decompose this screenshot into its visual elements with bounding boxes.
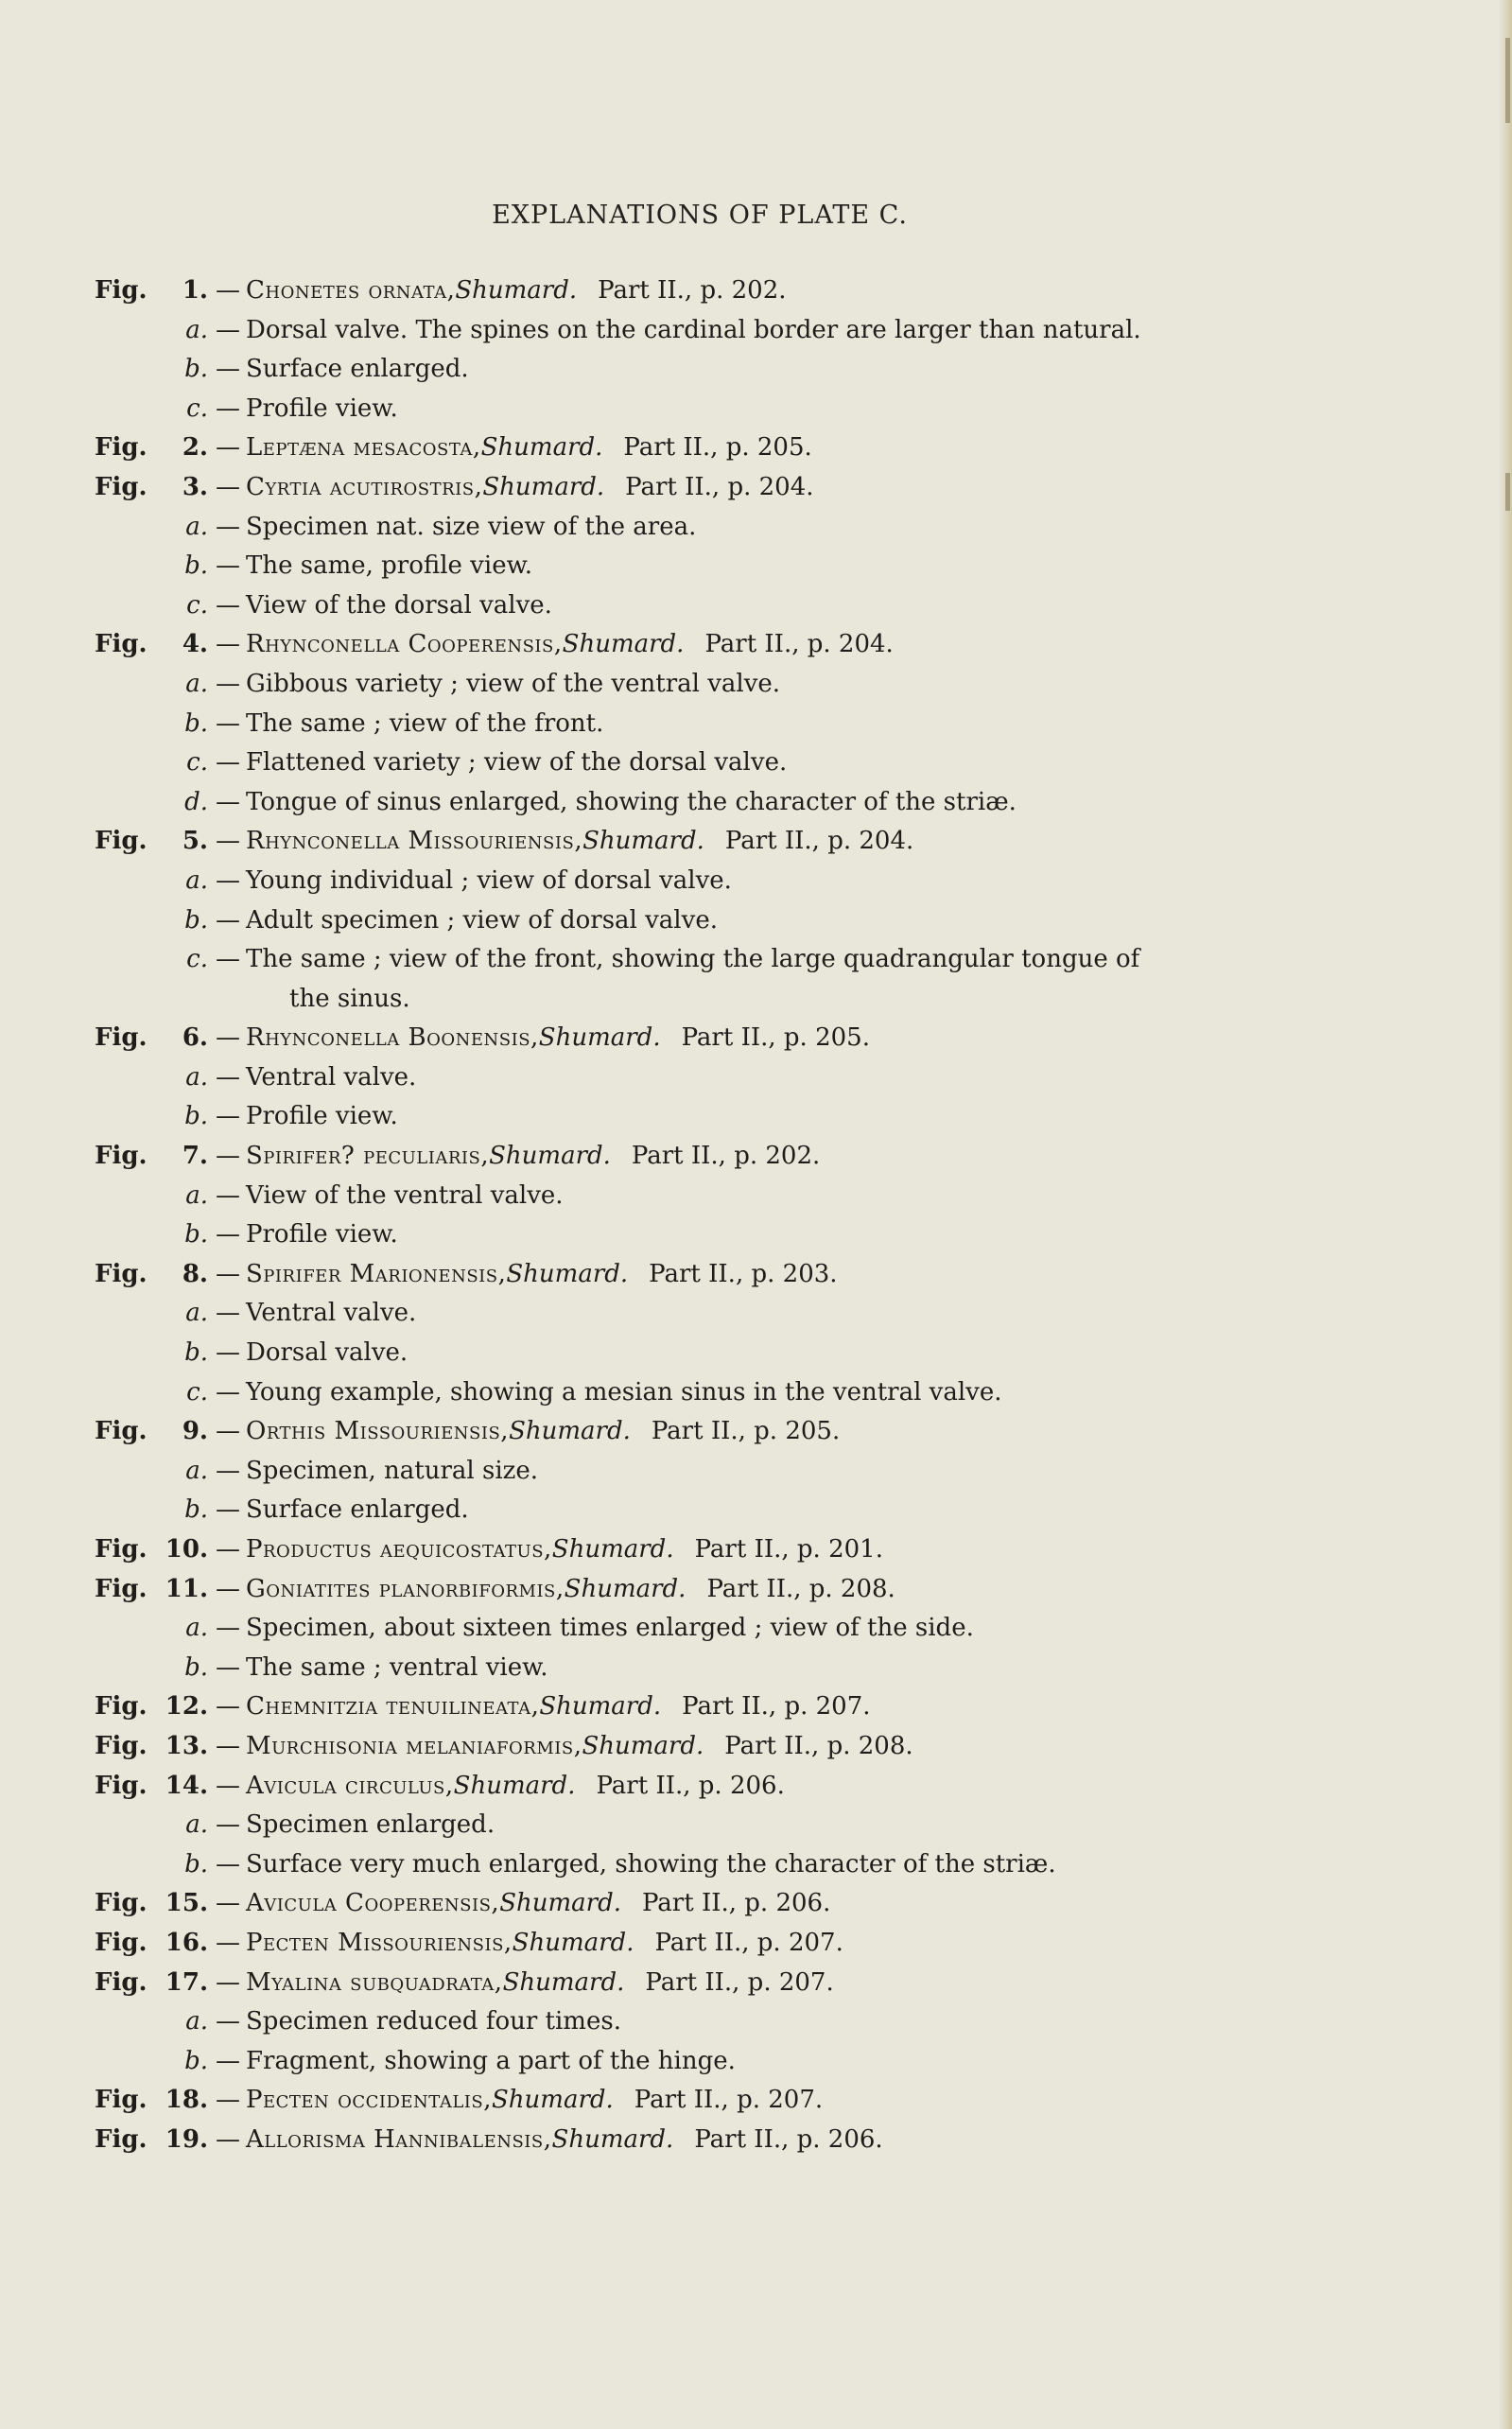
- figure-label: Fig.: [95, 630, 148, 659]
- figure-entry: [95, 1884, 1314, 1924]
- figure-entry: [95, 625, 1314, 665]
- entry-dash: —: [216, 2086, 240, 2115]
- entry-continuation: the sinus.: [289, 984, 410, 1013]
- subfigure-entry: [95, 1058, 1314, 1098]
- page-edge: [1499, 0, 1512, 2429]
- subfigure-description: The same, profile view.: [246, 551, 533, 581]
- subfigure-entry: [95, 390, 1314, 429]
- subfigure-letter: c.: [186, 748, 208, 778]
- entry-dash: —: [216, 1023, 240, 1053]
- entry-dash: —: [216, 1771, 240, 1800]
- page-reference: Part II., p. 205.: [623, 433, 812, 463]
- subfigure-letter: a.: [185, 1062, 208, 1092]
- subfigure-letter: a.: [185, 1299, 208, 1328]
- subfigure-letter: a.: [185, 512, 208, 541]
- page-reference: Part II., p. 208.: [706, 1574, 895, 1603]
- subfigure-description: Young individual ; view of dorsal valve.: [246, 865, 732, 895]
- species-author: Shumard.: [489, 1142, 611, 1171]
- subfigure-letter: b.: [184, 1338, 208, 1368]
- figure-number: 19.: [165, 2124, 208, 2154]
- species-name: Pecten occidentalis,: [246, 2086, 492, 2115]
- species-author: Shumard.: [562, 630, 685, 659]
- figure-label: Fig.: [95, 1731, 148, 1760]
- species-author: Shumard.: [564, 1574, 686, 1603]
- subfigure-letter: c.: [186, 590, 208, 620]
- subfigure-description: The same ; view of the front, showing the large quadrangular tongue of: [246, 945, 1140, 974]
- species-name: Leptæna mesacosta,: [246, 433, 481, 463]
- figure-entry: [95, 1727, 1314, 1767]
- entry-dash: —: [216, 1967, 240, 1997]
- page-reference: Part II., p. 207.: [645, 1967, 834, 1997]
- subfigure-letter: a.: [185, 1456, 208, 1485]
- figure-label: Fig.: [95, 433, 148, 463]
- subfigure-letter: a.: [185, 865, 208, 895]
- entry-dash: —: [216, 1456, 240, 1485]
- figure-entry: [95, 1570, 1314, 1610]
- species-author: Shumard.: [502, 1967, 625, 1997]
- subfigure-entry: [95, 1609, 1314, 1649]
- subfigure-entry: [95, 705, 1314, 744]
- subfigure-entry: [95, 862, 1314, 901]
- entry-dash: —: [216, 1338, 240, 1368]
- entry-dash: —: [216, 1652, 240, 1682]
- subfigure-description: Profile view.: [246, 393, 398, 423]
- subfigure-description: Surface enlarged.: [246, 1495, 469, 1525]
- subfigure-description: Dorsal valve. The spines on the cardinal border are larger than natural.: [246, 315, 1141, 344]
- subfigure-entry: [95, 2002, 1314, 2042]
- figure-number: 10.: [165, 1535, 208, 1564]
- figure-number: 15.: [165, 1889, 208, 1918]
- subfigure-description: Ventral valve.: [246, 1062, 417, 1092]
- entry-dash: —: [216, 1535, 240, 1564]
- figure-entry: [95, 1019, 1314, 1058]
- figure-number: 3.: [182, 472, 208, 501]
- figure-explanation-list: [95, 271, 1314, 2160]
- figure-entry: [95, 2081, 1314, 2121]
- entry-dash: —: [216, 865, 240, 895]
- entry-dash: —: [216, 1849, 240, 1879]
- species-author: Shumard.: [506, 1259, 629, 1288]
- figure-number: 17.: [165, 1967, 208, 1997]
- entry-dash: —: [216, 1220, 240, 1249]
- entry-dash: —: [216, 433, 240, 463]
- page-reference: Part II., p. 207.: [654, 1928, 843, 1957]
- figure-label: Fig.: [95, 1889, 148, 1918]
- figure-entry: [95, 1530, 1314, 1570]
- entry-dash: —: [216, 1928, 240, 1957]
- entry-dash: —: [216, 1731, 240, 1760]
- figure-number: 18.: [165, 2086, 208, 2115]
- subfigure-entry: [95, 1649, 1314, 1688]
- subfigure-description: The same ; view of the front.: [246, 708, 604, 738]
- subfigure-description: Surface very much enlarged, showing the character of the striæ.: [246, 1849, 1056, 1879]
- figure-label: Fig.: [95, 276, 148, 305]
- page-reference: Part II., p. 204.: [724, 827, 914, 856]
- figure-label: Fig.: [95, 2086, 148, 2115]
- figure-number: 4.: [182, 630, 208, 659]
- subfigure-letter: b.: [184, 2046, 208, 2075]
- figure-number: 8.: [182, 1259, 208, 1288]
- species-name: Rhynconella Cooperensis,: [246, 630, 563, 659]
- species-name: Spirifer? peculiaris,: [246, 1142, 490, 1171]
- species-name: Rhynconella Missouriensis,: [246, 827, 583, 856]
- entry-dash: —: [216, 276, 240, 305]
- entry-dash: —: [216, 1102, 240, 1131]
- page-reference: Part II., p. 207.: [682, 1692, 871, 1721]
- figure-label: Fig.: [95, 1967, 148, 1997]
- species-name: Orthis Missouriensis,: [246, 1417, 510, 1446]
- figure-entry: [95, 1687, 1314, 1727]
- subfigure-entry: [95, 1294, 1314, 1334]
- page-reference: Part II., p. 201.: [694, 1535, 883, 1564]
- entry-dash: —: [216, 512, 240, 541]
- page-reference: Part II., p. 206.: [641, 1889, 831, 1918]
- subfigure-letter: b.: [184, 708, 208, 738]
- subfigure-entry: [95, 1334, 1314, 1373]
- species-author: Shumard.: [551, 1535, 674, 1564]
- figure-entry: [95, 1412, 1314, 1452]
- entry-dash: —: [216, 1180, 240, 1210]
- species-name: Chemnitzia tenuilineata,: [246, 1692, 540, 1721]
- entry-dash: —: [216, 315, 240, 344]
- entry-dash: —: [216, 393, 240, 423]
- subfigure-letter: b.: [184, 1102, 208, 1131]
- subfigure-entry: [95, 2042, 1314, 2082]
- entry-dash: —: [216, 1377, 240, 1407]
- figure-number: 12.: [165, 1692, 208, 1721]
- figure-entry: [95, 822, 1314, 862]
- figure-label: Fig.: [95, 1928, 148, 1957]
- species-author: Shumard.: [512, 1928, 634, 1957]
- subfigure-description: Ventral valve.: [246, 1299, 417, 1328]
- entry-dash: —: [216, 472, 240, 501]
- subfigure-entry: [95, 901, 1314, 941]
- subfigure-description: Specimen, about sixteen times enlarged ; view of the side.: [246, 1614, 974, 1643]
- subfigure-description: Profile view.: [246, 1220, 398, 1249]
- entry-dash: —: [216, 2046, 240, 2075]
- entry-dash: —: [216, 669, 240, 698]
- entry-dash: —: [216, 787, 240, 816]
- page-title: EXPLANATIONS OF PLATE C.: [492, 201, 908, 230]
- subfigure-letter: b.: [184, 1652, 208, 1682]
- figure-entry: [95, 1255, 1314, 1295]
- entry-dash: —: [216, 1889, 240, 1918]
- subfigure-entry: [95, 1845, 1314, 1885]
- species-author: Shumard.: [509, 1417, 631, 1446]
- figure-entry: [95, 1964, 1314, 2003]
- species-name: Productus aequicostatus,: [246, 1535, 552, 1564]
- subfigure-description: Gibbous variety ; view of the ventral valve.: [246, 669, 781, 698]
- species-author: Shumard.: [538, 1023, 661, 1053]
- figure-number: 9.: [182, 1417, 208, 1446]
- figure-number: 14.: [165, 1771, 208, 1800]
- entry-dash: —: [216, 2124, 240, 2154]
- subfigure-description: Specimen nat. size view of the area.: [246, 512, 697, 541]
- subfigure-letter: a.: [185, 669, 208, 698]
- page-reference: Part II., p. 206.: [596, 1771, 785, 1800]
- figure-number: 11.: [165, 1574, 208, 1603]
- species-name: Allorisma Hannibalensis,: [246, 2124, 552, 2154]
- subfigure-description: View of the ventral valve.: [246, 1180, 564, 1210]
- subfigure-entry: [95, 1177, 1314, 1216]
- subfigure-entry: [95, 508, 1314, 548]
- entry-dash: —: [216, 1417, 240, 1446]
- page-reference: Part II., p. 205.: [651, 1417, 841, 1446]
- subfigure-entry: [95, 311, 1314, 351]
- species-author: Shumard.: [551, 2124, 674, 2154]
- page-reference: Part II., p. 205.: [681, 1023, 870, 1053]
- subfigure-letter: d.: [184, 787, 208, 816]
- subfigure-entry: [95, 1452, 1314, 1492]
- figure-entry: [95, 428, 1314, 468]
- subfigure-letter: b.: [184, 1220, 208, 1249]
- entry-dash: —: [216, 551, 240, 581]
- figure-entry: [95, 1924, 1314, 1964]
- subfigure-entry: [95, 1806, 1314, 1845]
- subfigure-description: View of the dorsal valve.: [246, 590, 552, 620]
- subfigure-entry: [95, 586, 1314, 626]
- entry-dash: —: [216, 1614, 240, 1643]
- figure-label: Fig.: [95, 1771, 148, 1800]
- figure-number: 1.: [182, 276, 208, 305]
- species-author: Shumard.: [455, 276, 578, 305]
- subfigure-letter: b.: [184, 551, 208, 581]
- subfigure-description: Surface enlarged.: [246, 355, 469, 384]
- figure-entry: [95, 1767, 1314, 1807]
- species-author: Shumard.: [482, 472, 605, 501]
- species-name: Murchisonia melaniaformis,: [246, 1731, 582, 1760]
- species-author: Shumard.: [499, 1889, 621, 1918]
- species-name: Goniatites planorbiformis,: [246, 1574, 565, 1603]
- subfigure-description: Profile view.: [246, 1102, 398, 1131]
- figure-entry: [95, 1137, 1314, 1177]
- figure-label: Fig.: [95, 1692, 148, 1721]
- figure-label: Fig.: [95, 472, 148, 501]
- page-reference: Part II., p. 203.: [649, 1259, 838, 1288]
- figure-entry: [95, 468, 1314, 508]
- subfigure-description: Young example, showing a mesian sinus in the ventral valve.: [246, 1377, 1002, 1407]
- subfigure-description: Tongue of sinus enlarged, showing the character of the striæ.: [246, 787, 1017, 816]
- entry-dash: —: [216, 1259, 240, 1288]
- edge-mark: [1505, 473, 1510, 511]
- species-name: Avicula circulus,: [246, 1771, 454, 1800]
- page-reference: Part II., p. 208.: [724, 1731, 913, 1760]
- subfigure-letter: a.: [185, 315, 208, 344]
- figure-label: Fig.: [95, 1417, 148, 1446]
- subfigure-letter: b.: [184, 1495, 208, 1525]
- figure-entry: [95, 271, 1314, 311]
- entry-dash: —: [216, 708, 240, 738]
- entry-dash: —: [216, 2007, 240, 2036]
- figure-label: Fig.: [95, 1259, 148, 1288]
- subfigure-letter: b.: [184, 905, 208, 935]
- species-name: Rhynconella Boonensis,: [246, 1023, 539, 1053]
- subfigure-entry: [95, 350, 1314, 390]
- page-reference: Part II., p. 202.: [598, 276, 787, 305]
- figure-number: 16.: [165, 1928, 208, 1957]
- subfigure-description: Adult specimen ; view of dorsal valve.: [246, 905, 718, 935]
- species-name: Myalina subquadrata,: [246, 1967, 503, 1997]
- species-author: Shumard.: [480, 433, 603, 463]
- subfigure-letter: a.: [185, 2007, 208, 2036]
- subfigure-entry: [95, 940, 1314, 980]
- page-reference: Part II., p. 202.: [631, 1142, 821, 1171]
- figure-label: Fig.: [95, 1574, 148, 1603]
- figure-label: Fig.: [95, 1535, 148, 1564]
- subfigure-entry: [95, 547, 1314, 586]
- subfigure-letter: a.: [185, 1614, 208, 1643]
- species-name: Spirifer Marionensis,: [246, 1259, 507, 1288]
- edge-mark: [1505, 38, 1510, 123]
- species-author: Shumard.: [539, 1692, 662, 1721]
- subfigure-description: The same ; ventral view.: [246, 1652, 548, 1682]
- figure-label: Fig.: [95, 1023, 148, 1053]
- entry-dash: —: [216, 1495, 240, 1525]
- entry-dash: —: [216, 1299, 240, 1328]
- species-name: Chonetes ornata,: [246, 276, 456, 305]
- subfigure-description: Dorsal valve.: [246, 1338, 408, 1368]
- species-author: Shumard.: [582, 1731, 704, 1760]
- subfigure-description: Fragment, showing a part of the hinge.: [246, 2046, 736, 2075]
- subfigure-entry: [95, 1491, 1314, 1530]
- species-author: Shumard.: [582, 827, 704, 856]
- entry-dash: —: [216, 1062, 240, 1092]
- subfigure-entry: [95, 783, 1314, 823]
- figure-number: 6.: [182, 1023, 208, 1053]
- species-author: Shumard.: [491, 2086, 614, 2115]
- subfigure-letter: b.: [184, 1849, 208, 1879]
- page-reference: Part II., p. 206.: [694, 2124, 883, 2154]
- subfigure-entry: [95, 1373, 1314, 1413]
- entry-dash: —: [216, 1574, 240, 1603]
- figure-number: 5.: [182, 827, 208, 856]
- entry-dash: —: [216, 748, 240, 778]
- figure-number: 7.: [182, 1142, 208, 1171]
- subfigure-letter: c.: [186, 1377, 208, 1407]
- entry-dash: —: [216, 945, 240, 974]
- entry-dash: —: [216, 905, 240, 935]
- subfigure-entry: [95, 1097, 1314, 1137]
- entry-dash: —: [216, 1810, 240, 1840]
- figure-entry: [95, 2121, 1314, 2160]
- figure-label: Fig.: [95, 1142, 148, 1171]
- entry-dash: —: [216, 590, 240, 620]
- subfigure-description: Flattened variety ; view of the dorsal valve.: [246, 748, 788, 778]
- subfigure-entry: [95, 665, 1314, 705]
- species-name: Avicula Cooperensis,: [246, 1889, 500, 1918]
- page-reference: Part II., p. 204.: [704, 630, 894, 659]
- subfigure-description: Specimen reduced four times.: [246, 2007, 621, 2036]
- entry-dash: —: [216, 355, 240, 384]
- subfigure-letter: a.: [185, 1810, 208, 1840]
- species-author: Shumard.: [453, 1771, 576, 1800]
- species-name: Cyrtia acutirostris,: [246, 472, 483, 501]
- figure-number: 13.: [165, 1731, 208, 1760]
- entry-dash: —: [216, 1692, 240, 1721]
- figure-label: Fig.: [95, 2124, 148, 2154]
- subfigure-description: Specimen, natural size.: [246, 1456, 538, 1485]
- page-reference: Part II., p. 204.: [625, 472, 814, 501]
- entry-dash: —: [216, 630, 240, 659]
- subfigure-letter: b.: [184, 355, 208, 384]
- subfigure-entry: [95, 743, 1314, 783]
- entry-dash: —: [216, 1142, 240, 1171]
- subfigure-letter: a.: [185, 1180, 208, 1210]
- subfigure-letter: c.: [186, 393, 208, 423]
- subfigure-entry: [95, 1215, 1314, 1255]
- page-reference: Part II., p. 207.: [634, 2086, 824, 2115]
- figure-label: Fig.: [95, 827, 148, 856]
- subfigure-description: Specimen enlarged.: [246, 1810, 495, 1840]
- figure-number: 2.: [182, 433, 208, 463]
- subfigure-letter: c.: [186, 945, 208, 974]
- entry-dash: —: [216, 827, 240, 856]
- species-name: Pecten Missouriensis,: [246, 1928, 513, 1957]
